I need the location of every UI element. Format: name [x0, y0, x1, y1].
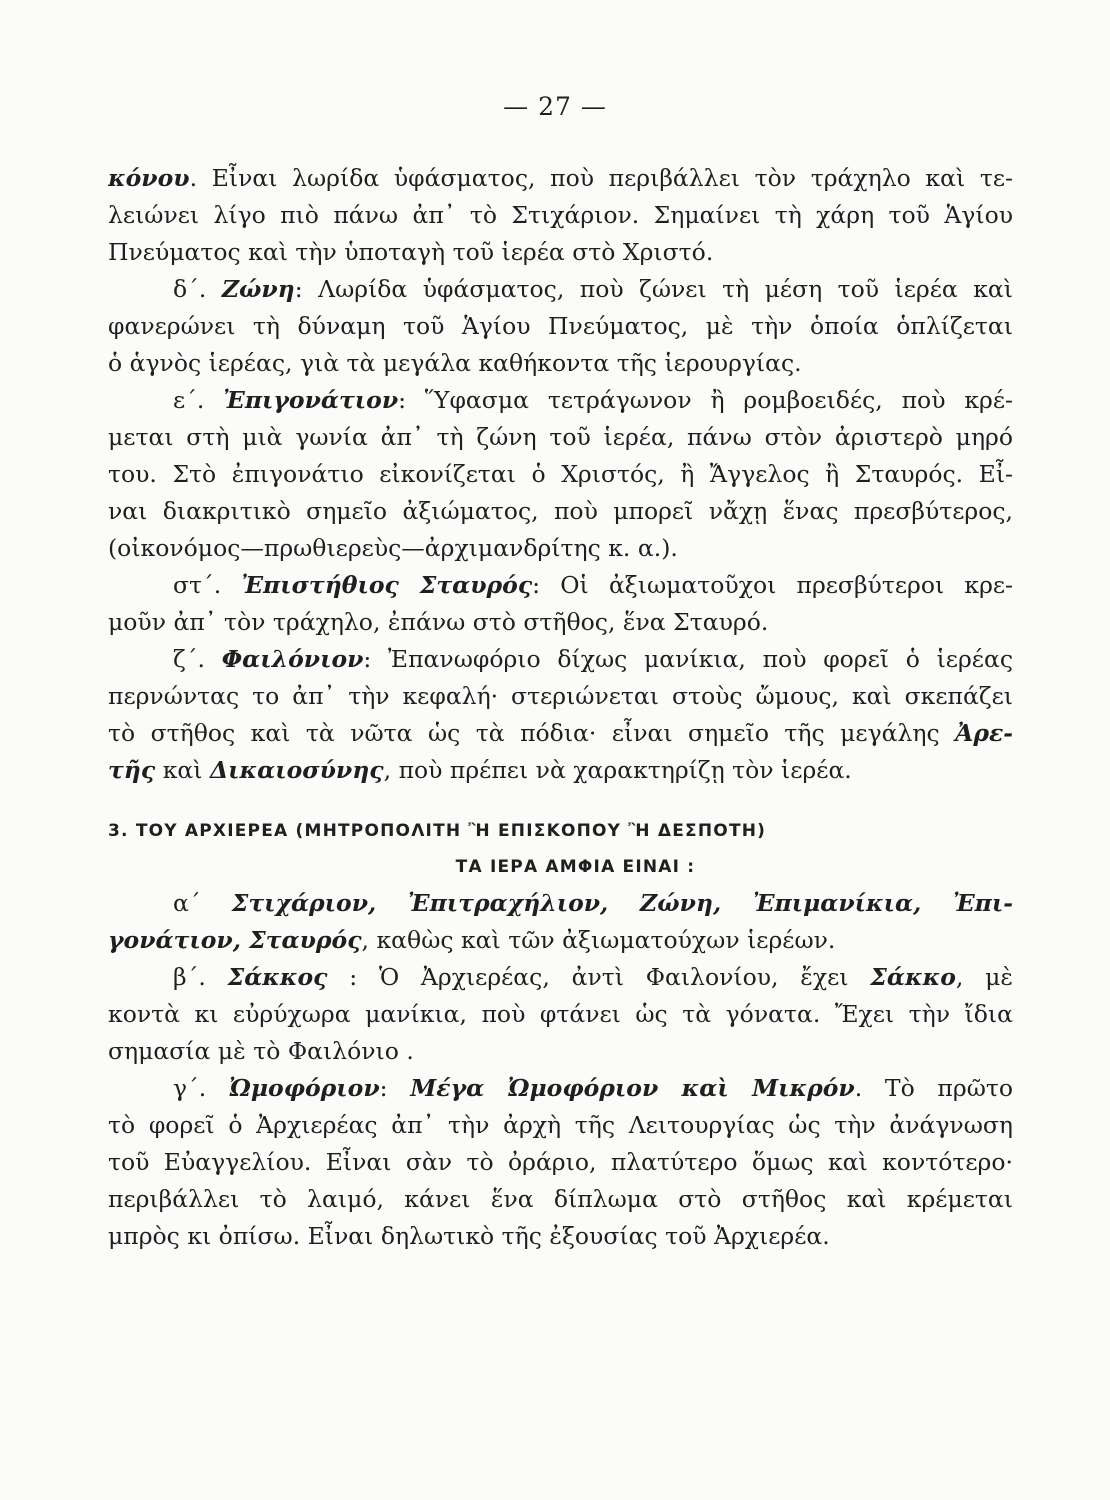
item-beta-line: [108, 959, 1013, 996]
text-line: Πνεύματος καὶ τὴν ὑποταγὴ τοῦ ἱερέα στὸ Χριστό.: [108, 238, 714, 266]
text-line: μπρὸς κι ὀπίσω. Εἶναι δηλωτικὸ τῆς ἐξουσίας τοῦ Ἀρχιερέα.: [108, 1222, 830, 1250]
item-marker: ζ΄.: [173, 645, 222, 673]
text-line: φανερώνει τὴ δύναμη τοῦ Ἁγίου Πνεύματος, μὲ τὴν ὁποία ὁπλίζεται: [108, 312, 1013, 340]
term: γονάτιον, Σταυρός: [108, 926, 362, 954]
text-line: τὸ φορεῖ ὁ Ἀρχιερέας ἀπ᾽ τὴν ἀρχὴ τῆς Λειτουργίας ὡς τὴν ἀνάγνωση: [108, 1111, 1013, 1139]
item-stigma-line: [108, 567, 1013, 604]
text-line: λειώνει λίγο πιὸ πάνω ἀπ᾽ τὸ Στιχάριον. Σημαίνει τὴ χάρη τοῦ Ἁγίου: [108, 201, 1013, 229]
item-zeta-line: [108, 641, 1013, 678]
page-number: — 27 —: [503, 92, 607, 121]
text: . Εἶναι λωρίδα ὑφάσματος, ποὺ περιβάλλει τὸν τράχηλο καὶ τε-: [189, 164, 1013, 192]
term: Ζώνη: [221, 275, 295, 303]
section-heading-line: ΤΟΥ ΑΡΧΙΕΡΕΑ (ΜΗΤΡΟΠΟΛΙΤΗ Ἢ ΕΠΙΣΚΟΠΟΥ Ἢ ΔΕΣΠΟΤΗ): [135, 821, 767, 841]
term: Ἐπιστήθιος Σταυρός: [241, 571, 533, 599]
text-line: (οἰκονόμος—πρωθιερεὺς—ἀρχιμανδρίτης κ. α.).: [108, 534, 678, 562]
section-heading-line: ΤΑ ΙΕΡΑ ΑΜΦΙΑ ΕΙΝΑΙ :: [455, 857, 696, 877]
term: Σάκκο: [870, 963, 956, 991]
section-number: 3.: [108, 821, 129, 841]
text-line: μεται στὴ μιὰ γωνία ἀπ᾽ τὴ ζώνη τοῦ ἱερέα, πάνω στὸν ἀριστερὸ μηρό: [108, 423, 1013, 451]
term: Ἐπιγονάτιον: [223, 386, 399, 414]
text: καὶ: [155, 756, 210, 784]
term: Ὠμοφόριον: [228, 1074, 380, 1102]
text-line: κοντὰ κι εὐρύχωρα μανίκια, ποὺ φτάνει ὡς τὰ γόνατα. Ἔχει τὴν ἴδια: [108, 1000, 1013, 1028]
text-line: μοῦν ἀπ᾽ τὸν τράχηλο, ἐπάνω στὸ στῆθος, ἕνα Σταυρό.: [108, 608, 769, 636]
term: Μέγα Ὠμοφόριον καὶ Μικρόν: [410, 1074, 855, 1102]
item-gamma-line: [108, 1070, 1013, 1107]
item-alpha-line: [108, 885, 1013, 922]
text-line: σημασία μὲ τὸ Φαιλόνιο .: [108, 1037, 414, 1065]
text: , μὲ: [955, 963, 1013, 991]
term: Φαιλόνιον: [221, 645, 364, 673]
text-line: [108, 922, 1013, 959]
text: :: [379, 1074, 411, 1102]
term: τῆς: [108, 756, 156, 784]
text-line: [108, 752, 1013, 789]
text-line: ναι διακριτικὸ σημεῖο ἀξιώματος, ποὺ μπορεῖ νἄχῃ ἕνας πρεσβύτερος,: [108, 497, 1013, 525]
text: : Ὁ Ἀρχιερέας, ἀντὶ Φαιλονίου, ἔχει: [327, 963, 871, 991]
item-marker: α΄: [173, 889, 232, 917]
text: . Τὸ πρῶτο: [854, 1074, 1013, 1102]
item-marker: στ΄.: [173, 571, 242, 599]
term: κόνου: [108, 164, 190, 192]
section-heading: [108, 813, 1013, 849]
text-line: του. Στὸ ἐπιγονάτιο εἰκονίζεται ὁ Χριστός, ἢ Ἄγγελος ἢ Σταυρός. Εἶ-: [108, 460, 1013, 488]
page-body: [108, 160, 1013, 1255]
item-marker: β΄.: [173, 963, 228, 991]
text-line: τοῦ Εὐαγγελίου. Εἶναι σὰν τὸ ὀράριο, πλατύτερο ὅμως καὶ κοντότερο·: [108, 1148, 1013, 1176]
text: : Λωρίδα ὑφάσματος, ποὺ ζώνει τὴ μέση τοῦ ἱερέα καὶ: [294, 275, 1013, 303]
text: : Οἱ ἀξιωματοῦχοι πρεσβύτεροι κρε-: [532, 571, 1013, 599]
text-line: ὁ ἁγνὸς ἱερέας, γιὰ τὰ μεγάλα καθήκοντα τῆς ἱερουργίας.: [108, 349, 802, 377]
term: Δικαιοσύνης: [209, 756, 384, 784]
text: : Ἐπανωφόριο δίχως μανίκια, ποὺ φορεῖ ὁ ἱερέας: [363, 645, 1013, 673]
text: τὸ στῆθος καὶ τὰ νῶτα ὡς τὰ πόδια· εἶναι σημεῖο τῆς μεγάλης: [108, 719, 956, 747]
term: Ἀρε-: [955, 719, 1013, 747]
item-marker: ε΄.: [173, 386, 224, 414]
text: : Ὕφασμα τετράγωνον ἢ ρομβοειδές, ποὺ κρέ-: [398, 386, 1013, 414]
item-marker: γ΄.: [173, 1074, 229, 1102]
text-line: [108, 715, 1013, 752]
item-epsilon-line: [108, 382, 1013, 419]
text-line: περνώντας το ἀπ᾽ τὴν κεφαλή· στεριώνεται στοὺς ὤμους, καὶ σκεπάζει: [108, 682, 1013, 710]
item-delta-line: [108, 271, 1013, 308]
term: Σάκκος: [227, 963, 328, 991]
text-line: [108, 160, 1013, 197]
item-marker: δ΄.: [173, 275, 222, 303]
text-line: περιβάλλει τὸ λαιμό, κάνει ἕνα δίπλωμα στὸ στῆθος καὶ κρέμεται: [108, 1185, 1013, 1213]
text: , καθὼς καὶ τῶν ἀξιωματούχων ἱερέων.: [361, 926, 836, 954]
term: Στιχάριον, Ἐπιτραχήλιον, Ζώνη, Ἐπιμανίκια, Ἐπι-: [231, 889, 1013, 917]
text: , ποὺ πρέπει νὰ χαρακτηρίζῃ τὸν ἱερέα.: [383, 756, 852, 784]
